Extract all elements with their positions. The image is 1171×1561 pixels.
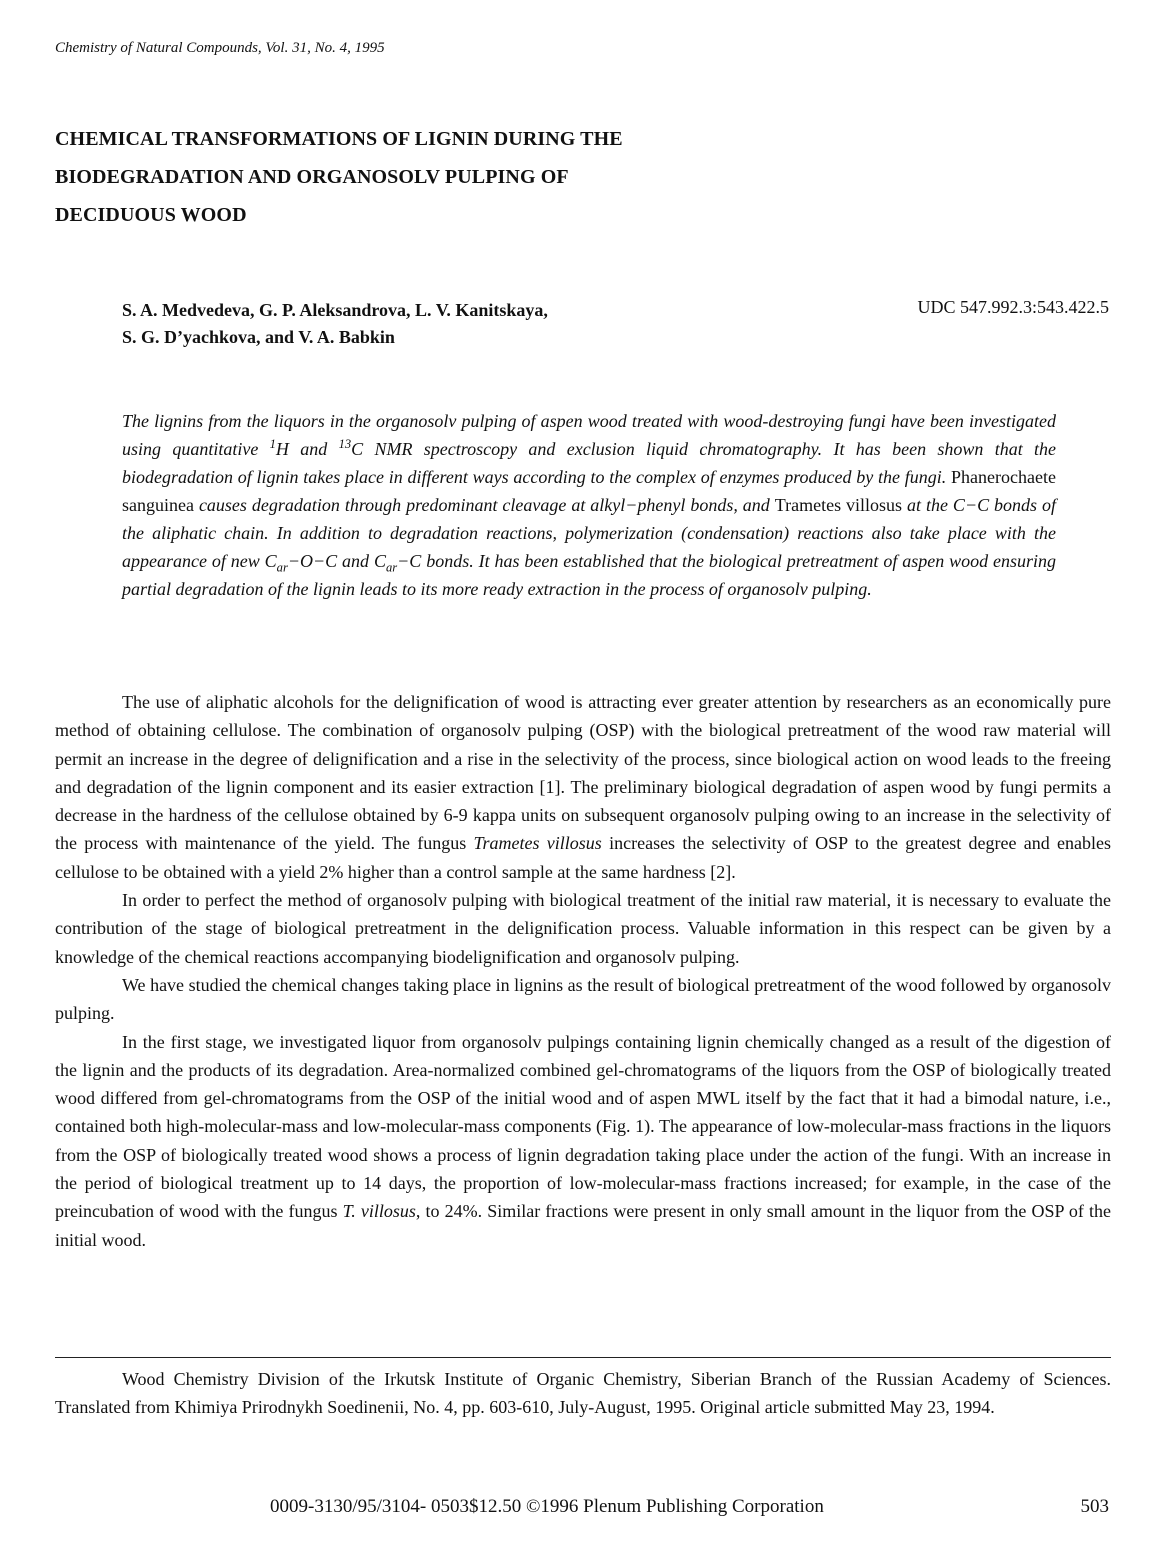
paragraph-text: , to 24%. Similar fractions were present in only small amount in the liquor from the OSP of the initial wood. bbox=[55, 1201, 1112, 1250]
paragraph-text: The use of aliphatic alcohols for the delignification of wood is attracting ever greater attention by researchers as an economically pure method of obtaining cellulose. The combination of organosolv pulping (OSP) with the biological pretreatment of the wood raw material will permit an increase in the degree of delignification and a rise in the selectivity of the process, since biological action on wood leads to the freeing and degradation of the lignin component and its easier extraction [1]. The preliminary biological degradation of aspen wood by fungi permits a decrease in the hardness of the cellulose obtained by 6-9 kappa units on subsequent organosolv pulping owing to an increase in the selectivity of the process with maintenance of the yield. The fungus bbox=[55, 692, 1111, 854]
article-body bbox=[55, 688, 1111, 1254]
species-name: Trametes villosus bbox=[774, 495, 903, 515]
abstract-text: H and bbox=[275, 439, 339, 459]
body-paragraph: We have studied the chemical changes taking place in lignins as the result of biological pretreatment of the wood followed by organosolv pulping. bbox=[55, 974, 1111, 1024]
superscript: 1 bbox=[269, 437, 276, 451]
subscript: ar bbox=[276, 560, 288, 575]
title-line: BIODEGRADATION AND ORGANOSOLV PULPING OF bbox=[55, 166, 569, 188]
abstract bbox=[122, 407, 1056, 603]
species-name: Phanerochaete sanguinea bbox=[122, 467, 1056, 515]
body-paragraph bbox=[55, 688, 1111, 886]
page-number: 503 bbox=[1080, 1496, 1109, 1517]
body-paragraph: In order to perfect the method of organosolv pulping with biological treatment of the initial raw material, it is necessary to evaluate the contribution of the stage of biological pretreatment in the delignification process. Valuable information in this respect can be given by a knowledge of the chemical reactions accompanying biodelignification and organosolv pulping. bbox=[55, 890, 1111, 967]
title-line: CHEMICAL TRANSFORMATIONS OF LIGNIN DURING THE bbox=[55, 128, 623, 150]
article-title bbox=[55, 120, 775, 234]
abstract-text: at the C−C bonds of the aliphatic chain. In addition to degradation reactions, polymerization (condensation) reactions also take place with the appearance of new C bbox=[122, 495, 1057, 571]
paragraph-text: increases the selectivity of OSP to the greatest degree and enables cellulose to be obtained with a yield 2% higher than a control sample at the same hardness [2]. bbox=[55, 833, 1112, 882]
authors-line: S. G. D’yachkova, and V. A. Babkin bbox=[122, 327, 395, 347]
abstract-text: C NMR spectroscopy and exclusion liquid chromatography. It has been shown that the biodegradation of lignin takes place in different ways according to the complex of enzymes produced by the fungi. bbox=[122, 439, 1057, 487]
subscript: ar bbox=[385, 560, 398, 575]
superscript: 13 bbox=[338, 437, 352, 451]
affiliation-footnote: Wood Chemistry Division of the Irkutsk Institute of Organic Chemistry, Siberian Branch of the Russian Academy of Sciences. Translated from Khimiya Prirodnykh Soedinenii, No. 4, pp. 603-610, July-August, 1995. Original article submitted May 23, 1994. bbox=[55, 1369, 1111, 1417]
copyright-line: 0009-3130/95/3104- 0503$12.50 ©1996 Plenum Publishing Corporation bbox=[270, 1496, 824, 1517]
author-list bbox=[122, 297, 548, 351]
species-name: Trametes villosus bbox=[473, 833, 602, 854]
title-line: DECIDUOUS WOOD bbox=[55, 204, 247, 226]
abstract-text: causes degradation through predominant cleavage at alkyl−phenyl bonds, and bbox=[193, 495, 775, 515]
abstract-text: −O−C and C bbox=[287, 551, 386, 571]
abstract-text: −C bonds. It has been established that the biological pretreatment of aspen wood ensuring partial degradation of the lignin leads to its more ready extraction in the process of organosolv pulping. bbox=[122, 551, 1056, 599]
udc-code: UDC 547.992.3:543.422.5 bbox=[917, 297, 1109, 317]
body-paragraph bbox=[55, 1028, 1111, 1254]
abstract-text: The lignins from the liquors in the organosolv pulping of aspen wood treated with wood-destroying fungi have been investigated using quantitative bbox=[122, 411, 1056, 459]
journal-reference: Chemistry of Natural Compounds, Vol. 31, No. 4, 1995 bbox=[55, 40, 385, 56]
authors-line: S. A. Medvedeva, G. P. Aleksandrova, L. V. Kanitskaya, bbox=[122, 300, 548, 320]
footnote-divider bbox=[55, 1357, 1111, 1358]
paragraph-text: In the first stage, we investigated liquor from organosolv pulpings containing lignin chemically changed as a result of the digestion of the lignin and the products of its degradation. Area-normalized combined gel-chromatograms of the liquors from the OSP of biologically treated wood differed from gel-chromatograms from the OSP of the initial wood and of aspen MWL itself by the fact that it had a bimodal nature, i.e., contained both high-molecular-mass and low-molecular-mass components (Fig. 1). The appearance of low-molecular-mass fractions in the liquors from the OSP of biologically treated wood shows a process of lignin degradation taking place under the action of the fungi. With an increase in the period of biological treatment up to 14 days, the proportion of low-molecular-mass fractions increased; for example, in the case of the preincubation of wood with the fungus bbox=[55, 1031, 1111, 1222]
species-name: T. villosus bbox=[342, 1201, 416, 1222]
